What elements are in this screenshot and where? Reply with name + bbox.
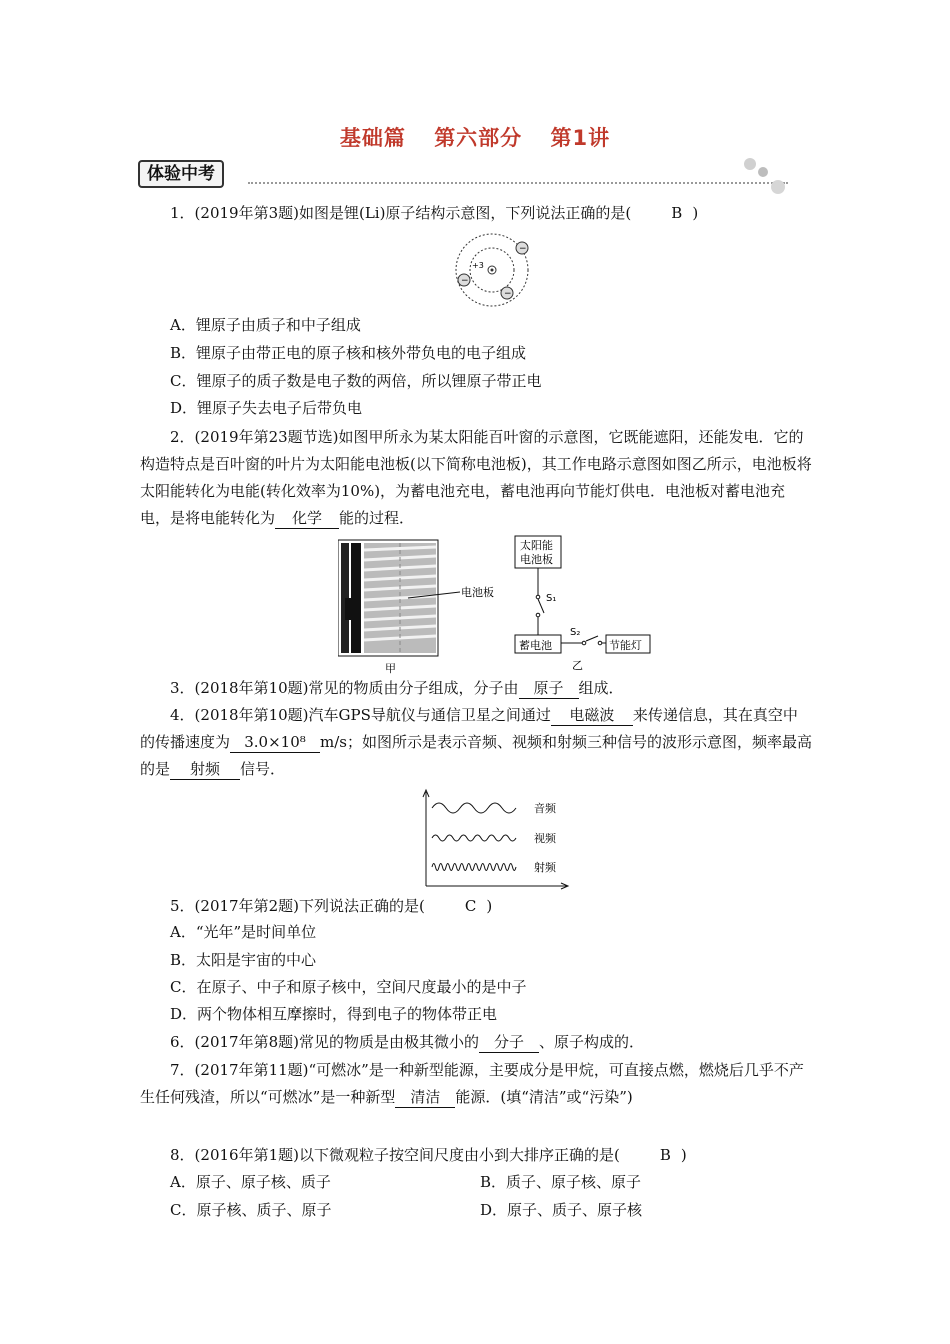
section-label: 体验中考: [138, 160, 224, 188]
wave-label-video: 视频: [534, 832, 556, 845]
switch-s1: S₁: [546, 593, 557, 604]
section-header: [138, 160, 788, 196]
answer-blank: 3.0×10⁸: [230, 732, 320, 753]
switch-s2: S₂: [570, 627, 581, 638]
wave-diagram: [418, 788, 578, 890]
answer-blank: 原子: [519, 678, 579, 699]
solar-panel-line2: 电池板: [520, 553, 553, 566]
svg-text:−: −: [504, 289, 512, 299]
caption-jia: 甲: [385, 662, 396, 675]
q5-option-b: B．太阳是宇宙的中心: [170, 951, 317, 969]
question-5-stem: 5．(2017年第2题)下列说法正确的是( C ): [140, 893, 812, 920]
question-7-text: 7．(2017年第11题)“可燃冰”是一种新型能源，主要成分是甲烷，可直接点燃，燃烧后几乎不产生任何残渣，所以“可燃冰”是一种新型 清洁 能源．(填“清洁”或“污染”): [140, 1061, 804, 1106]
dotted-divider: [248, 182, 788, 184]
q8-option-b: B．质子、原子核、原子: [480, 1173, 642, 1191]
q5-option-a: A．“光年”是时间单位: [170, 923, 317, 941]
question-1-stem: 1．(2019年第3题)如图是锂(Li)原子结构示意图，下列说法正确的是( B ): [140, 200, 812, 227]
answer: C: [464, 897, 477, 915]
svg-text:−: −: [461, 276, 469, 286]
caption-yi: 乙: [572, 659, 583, 672]
question-4-text: 4．(2018年第10题)汽车GPS导航仪与通信卫星之间通过 电磁波 来传递信息，其在真空中的传播速度为 3.0×10⁸ m/s；如图所示是表示音频、视频和射频三种信号的波形示意图，频率最高的是 射频 信号．: [140, 706, 812, 778]
figure-jia-louver: [338, 538, 508, 676]
question-8-stem: 8．(2016年第1题)以下微观粒子按空间尺度由小到大排序正确的是( B ): [140, 1142, 812, 1169]
label-battery-panel: 电池板: [461, 586, 494, 599]
answer-blank: 清洁: [395, 1087, 455, 1108]
answer: B: [671, 204, 683, 222]
answer-blank: 电磁波: [551, 705, 633, 726]
answer-blank: 化学: [275, 508, 339, 529]
wave-label-audio: 音频: [534, 802, 556, 815]
title-part2: 第六部分: [434, 126, 523, 150]
q8-option-a: A．原子、原子核、质子: [170, 1173, 331, 1191]
answer-blank: 分子: [479, 1032, 539, 1053]
figure-yi-circuit: [512, 535, 652, 675]
nucleus-charge: +3: [472, 261, 484, 270]
q1-option-c: C．锂原子的质子数是电子数的两倍，所以锂原子带正电: [170, 372, 542, 390]
question-2-text: 2．(2019年第23题节选)如图甲所永为某太阳能百叶窗的示意图，它既能遮阳，还能发电．它的构造特点是百叶窗的叶片为太阳能电池板(以下简称电池板)，其工作电路示意图如图乙所示，电池板将太阳能转化为电能(转化效率为10%)，为蓄电池充电，蓄电池再向节能灯供电．电池板对蓄电池充电，是将电能转化为 化学 能的过程．: [140, 428, 812, 527]
lamp-label: 节能灯: [609, 639, 642, 652]
title-part3: 第1讲: [550, 126, 611, 150]
answer-blank: 射频: [170, 759, 240, 780]
question-3-text: 3．(2018年第10题)常见的物质由分子组成，分子由 原子 组成．: [170, 679, 624, 697]
lithium-atom-diagram: [450, 230, 535, 310]
q5-option-d: D．两个物体相互摩擦时，得到电子的物体带正电: [170, 1005, 498, 1023]
battery-label: 蓄电池: [519, 639, 552, 652]
q1-option-d: D．锂原子失去电子后带负电: [170, 399, 363, 417]
q1-option-a: A．锂原子由质子和中子组成: [170, 316, 361, 334]
question-6-text: 6．(2017年第8题)常见的物质是由极其微小的 分子 、原子构成的．: [170, 1033, 644, 1051]
svg-text:−: −: [519, 244, 527, 254]
decor-dot: [758, 167, 768, 177]
decor-dot: [771, 180, 785, 194]
title-part1: 基础篇: [339, 126, 406, 150]
wave-label-rf: 射频: [534, 861, 556, 874]
decor-dot: [744, 158, 756, 170]
q5-option-c: C．在原子、中子和原子核中，空间尺度最小的是中子: [170, 978, 527, 996]
q8-option-d: D．原子、质子、原子核: [480, 1201, 643, 1219]
page-title: [0, 122, 950, 152]
q8-option-c: C．原子核、质子、原子: [170, 1201, 332, 1219]
answer: B: [659, 1146, 671, 1164]
solar-panel-line1: 太阳能: [520, 539, 553, 552]
q1-option-b: B．锂原子由带正电的原子核和核外带负电的电子组成: [170, 344, 527, 362]
